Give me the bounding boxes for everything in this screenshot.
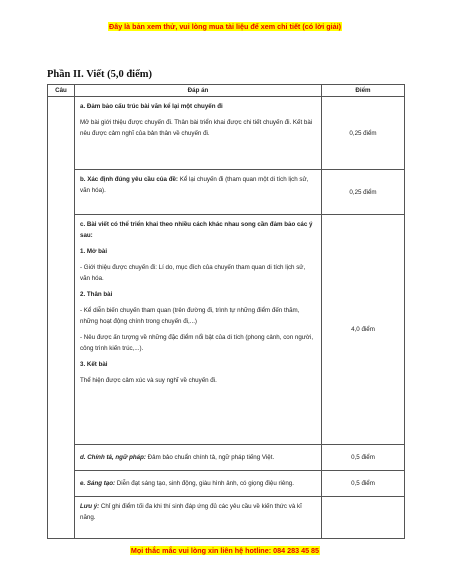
table-row-requirement [48, 170, 405, 215]
row-text [80, 501, 316, 523]
hotline-banner [0, 546, 450, 555]
question-cell [48, 97, 75, 539]
score-cell: 0,25 điểm [322, 97, 405, 170]
table-header-row [48, 85, 405, 97]
row-text: - Nêu được ấn tượng về những đặc điểm nổi bật của di tích (phong cảnh, con người, công trình kiến trúc,...). [80, 334, 314, 352]
row-text: - Kể diễn biến chuyến tham quan (trên đường đi, trình tự những điểm đến thăm, những hoạt động chính trong chuyến đi,...) [80, 307, 300, 325]
row-body: Kể lại chuyến đi (tham quan một di tích lịch sử, văn hóa). [80, 176, 309, 194]
table-row-note [48, 497, 405, 539]
row-text: Mở bài giới thiệu được chuyến đi. Thân bài triển khai được chi tiết chuyến đi. Kết bài nêu được cảm nghĩ của bản thân về chuyến đi. [80, 119, 313, 137]
subheading-conclusion: 3. Kết bài [80, 361, 108, 368]
row-body: Diễn đạt sáng tạo, sinh động, giàu hình ảnh, có giọng điệu riêng. [115, 480, 294, 487]
table-row-structure [48, 97, 405, 170]
row-text: Thể hiện được cảm xúc và suy nghĩ về chuyến đi. [80, 377, 217, 384]
row-text [80, 478, 316, 489]
score-cell [322, 497, 405, 539]
row-title: a. Đảm bảo cấu trúc bài văn kể lại một chuyến đi [80, 103, 223, 110]
score-cell: 0,25 điểm [322, 170, 405, 215]
header-score: Điểm [322, 85, 405, 97]
preview-banner [0, 22, 450, 31]
row-title: d. Chính tả, ngữ pháp: [80, 454, 146, 461]
hotline-banner-text: Mọi thắc mắc vui lòng xin liên hệ hotline: 084 283 45 85 [130, 546, 320, 555]
row-text: - Giới thiệu được chuyến đi: Lí do, mục đích của chuyến tham quan di tích lịch sử, văn hóa. [80, 264, 306, 282]
subheading-intro: 1. Mở bài [80, 248, 108, 255]
row-body: Chỉ ghi điểm tối đa khi thí sinh đáp ứng đủ các yêu cầu về kiến thức và kĩ năng. [80, 503, 302, 521]
header-question: Câu [48, 85, 75, 97]
answer-table [47, 84, 405, 539]
row-text [80, 452, 316, 463]
table-row-content [48, 215, 405, 445]
table-row-spelling [48, 445, 405, 471]
row-title: b. Xác định đúng yêu cầu của đề: [80, 176, 178, 183]
header-answer: Đáp án [75, 85, 322, 97]
subheading-body: 2. Thân bài [80, 291, 113, 298]
row-body: Đảm bảo chuẩn chính tả, ngữ pháp tiếng Việt. [145, 454, 275, 461]
row-title: Lưu ý: [80, 503, 100, 510]
row-text [80, 174, 316, 196]
row-title: e. Sáng tạo: [80, 480, 116, 487]
table-row-creativity [48, 471, 405, 497]
preview-banner-text: Đây là bản xem thử, vui lòng mua tài liệu để xem chi tiết (có lời giải) [109, 22, 341, 31]
section-title: Phần II. Viết (5,0 điểm) [47, 69, 152, 80]
score-cell: 0,5 điểm [322, 445, 405, 471]
row-title: c. Bài viết có thể triển khai theo nhiều cách khác nhau song cần đảm bảo các ý sau: [80, 221, 313, 239]
score-cell: 4,0 điểm [322, 215, 405, 445]
score-cell: 0,5 điểm [322, 471, 405, 497]
